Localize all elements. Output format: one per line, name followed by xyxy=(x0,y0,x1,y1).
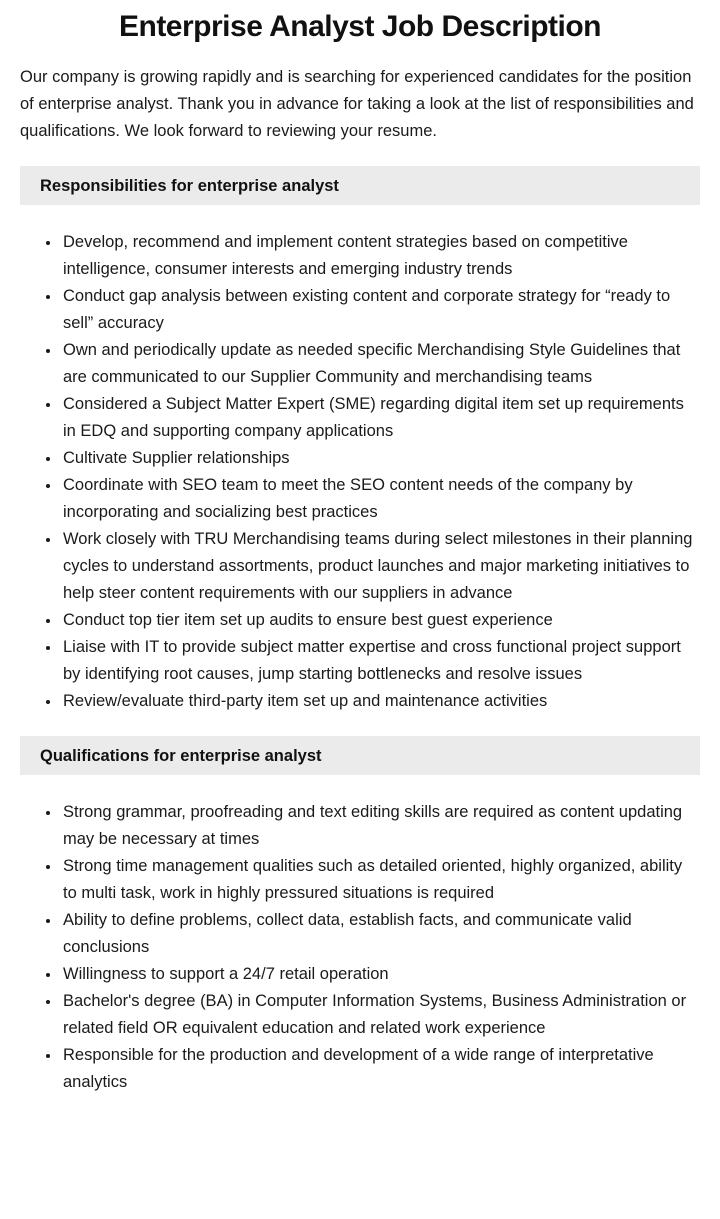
list-item: • Work closely with TRU Merchandising teams during select milestones in their planning cycles to understand assortments, product launches and major marketing initiatives to help steer content requirements with our suppliers in advance xyxy=(61,526,700,607)
list-item: • Liaise with IT to provide subject matter expertise and cross functional project support by identifying root causes, jump starting bottlenecks and resolve issues xyxy=(61,634,700,688)
qualifications-list xyxy=(20,799,700,1096)
list-item: • Own and periodically update as needed specific Merchandising Style Guidelines that are communicated to our Supplier Community and merchandising teams xyxy=(61,337,700,391)
intro-paragraph: Our company is growing rapidly and is searching for experienced candidates for the position of enterprise analyst. Thank you in advance for taking a look at the list of responsibilities and qualifications. We look forward to reviewing your resume. xyxy=(20,68,694,140)
list-item: • Review/evaluate third-party item set up and maintenance activities xyxy=(61,688,700,715)
list-item: • Strong time management qualities such as detailed oriented, highly organized, ability to multi task, work in highly pressured situations is required xyxy=(61,853,700,907)
list-item: • Cultivate Supplier relationships xyxy=(61,445,700,472)
responsibilities-list xyxy=(20,229,700,715)
list-item: • Bachelor's degree (BA) in Computer Information Systems, Business Administration or related field OR equivalent education and related work experience xyxy=(61,988,700,1042)
section-heading-responsibilities: Responsibilities for enterprise analyst xyxy=(20,166,700,205)
list-item: • Develop, recommend and implement content strategies based on competitive intelligence, consumer interests and emerging industry trends xyxy=(61,229,700,283)
page-title: Enterprise Analyst Job Description xyxy=(118,10,601,43)
list-item: • Willingness to support a 24/7 retail operation xyxy=(61,961,700,988)
list-item: • Ability to define problems, collect data, establish facts, and communicate valid conclusions xyxy=(61,907,700,961)
list-item: • Strong grammar, proofreading and text editing skills are required as content updating may be necessary at times xyxy=(61,799,700,853)
list-item: • Coordinate with SEO team to meet the SEO content needs of the company by incorporating and socializing best practices xyxy=(61,472,700,526)
list-item: • Responsible for the production and development of a wide range of interpretative analytics xyxy=(61,1042,700,1096)
list-item: • Conduct gap analysis between existing content and corporate strategy for “ready to sell” accuracy xyxy=(61,283,700,337)
list-item: • Considered a Subject Matter Expert (SME) regarding digital item set up requirements in EDQ and supporting company applications xyxy=(61,391,700,445)
list-item: • Conduct top tier item set up audits to ensure best guest experience xyxy=(61,607,700,634)
section-heading-qualifications: Qualifications for enterprise analyst xyxy=(20,736,700,775)
